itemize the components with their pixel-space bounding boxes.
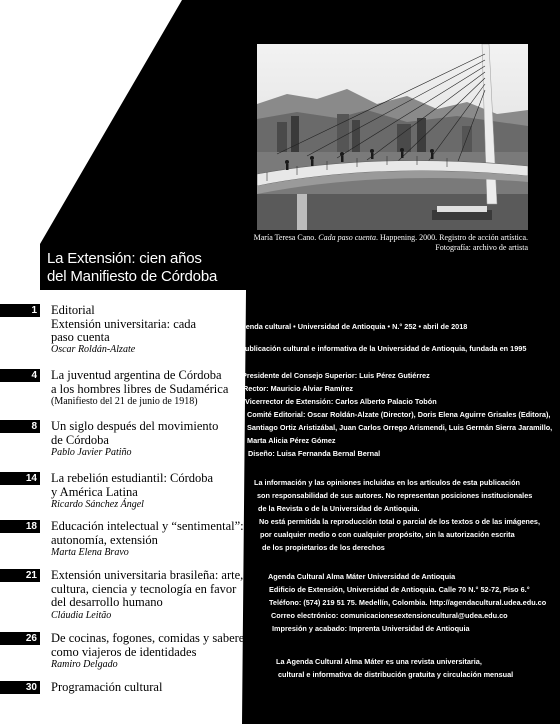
toc-author: Ricardo Sánchez Ángel bbox=[51, 499, 144, 510]
toc-author: Pablo Javier Patiño bbox=[51, 447, 132, 458]
toc-title: Programación cultural bbox=[51, 680, 163, 694]
toc-title: De cocinas, fogones, comidas y saberes como viajeros de identidades bbox=[51, 631, 250, 659]
toc-title: Extensión universitaria brasileña: arte, cultura, ciencia y tecnología en favor del desarrollo humano bbox=[51, 568, 244, 609]
contact-info: Agenda Cultural Alma Máter Universidad de Antioquia Edificio de Extensión, Universidad de Antioquia. Calle 70 N.° 52-72, Piso 6.° Teléfono: (574) 219 51 75. Medellín, Colombia. http://agendacultural.udea.edu.co Correo electrónico: comunicacionesextensioncultural@udea.edu.co Impresión y acabado: Imprenta Universidad de Antioquia bbox=[268, 572, 547, 633]
toc-title: Un siglo después del movimiento de Córdoba bbox=[51, 419, 219, 447]
toc-title: La juventud argentina de Córdoba a los hombres libres de Sudamérica bbox=[51, 368, 229, 396]
toc-author: (Manifiesto del 21 de junio de 1918) bbox=[51, 396, 198, 407]
bridge-photo bbox=[257, 44, 528, 230]
issue-title-line-2: del Manifiesto de Córdoba bbox=[47, 268, 218, 285]
toc-author: Oscar Roldán-Alzate bbox=[51, 344, 136, 355]
toc-author: Ramiro Delgado bbox=[51, 659, 118, 670]
page-number: 18 bbox=[0, 520, 40, 533]
photo-caption bbox=[200, 233, 528, 253]
toc-author: Cláudia Leitão bbox=[51, 610, 112, 621]
page-number: 14 bbox=[0, 472, 40, 485]
caption-line-2: Fotografía: archivo de artista bbox=[435, 243, 528, 252]
page-number: 8 bbox=[0, 420, 40, 433]
masthead-subtitle: Publicación cultural e informativa de la Universidad de Antioquia, fundada en 1995 bbox=[240, 344, 527, 353]
issue-title-line-1: La Extensión: cien años bbox=[47, 250, 202, 267]
masthead-header: Agenda cultural • Universidad de Antioquia • N.° 252 • abril de 2018 bbox=[236, 322, 468, 331]
toc-title: La rebelión estudiantil: Córdoba y América Latina bbox=[51, 471, 214, 499]
staff-credits: Presidente del Consejo Superior: Luis Pérez Gutiérrez Rector: Mauricio Alviar Ramírez Vicerrector de Extensión: Carlos Alberto Palacio Tobón Comité Editorial: Oscar Roldán-Alzate (Director), Doris Elena Aguirre Grisales (Editora), Santiago Ortiz Aristizábal, Juan Carlos Orrego Arismendi, Luis Germán Sierra Jaramillo, Marta Alicia Pérez Gómez Diseño: Luisa Fernanda Bernal Bernal bbox=[242, 371, 553, 458]
closing-note: La Agenda Cultural Alma Máter es una revista universitaria, cultural e informativa de distribución gratuita y circulación mensual bbox=[276, 657, 514, 679]
toc-title: Editorial Extensión universitaria: cada paso cuenta bbox=[51, 303, 197, 344]
toc-author: Marta Elena Bravo bbox=[51, 547, 129, 558]
page-number: 4 bbox=[0, 369, 40, 382]
page-number: 21 bbox=[0, 569, 40, 582]
caption-line-1: María Teresa Cano. Cada paso cuenta. Happening. 2000. Registro de acción artística. bbox=[253, 233, 528, 242]
page-number: 30 bbox=[0, 681, 40, 694]
page-number: 26 bbox=[0, 632, 40, 645]
page-number: 1 bbox=[0, 304, 40, 317]
issue-title bbox=[47, 250, 217, 286]
toc-title: Educación intelectual y “sentimental”: autonomía, extensión bbox=[51, 519, 244, 547]
disclaimer: La información y las opiniones incluidas en los artículos de esta publicación son responsabilidad de sus autores. No representan posiciones institucionales de la Revista o de la Universidad de Antioquia. No está permitida la reproducción total o parcial de los textos o de las imágenes, por cualquier medio o con cualquier propósito, sin la autorización escrita de los propietarios de los derechos bbox=[254, 478, 541, 552]
